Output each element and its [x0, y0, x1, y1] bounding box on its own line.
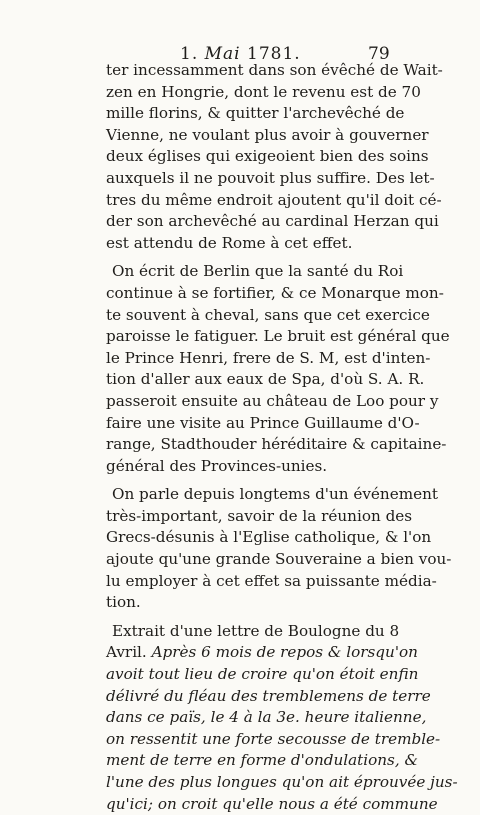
text-line: zen en Hongrie, dont le revenu est de 70	[106, 82, 421, 101]
text-line: deux églises qui exigeoient bien des soins	[106, 147, 429, 166]
text-line: paroisse le fatiguer. Le bruit est général que	[106, 327, 450, 346]
text-line: tion.	[106, 593, 141, 612]
page-number: 79	[368, 44, 390, 64]
text-line: ment de terre en forme d'ondulations, &	[106, 751, 418, 770]
header-day: 1.	[180, 44, 199, 64]
text-line: te souvent à cheval, sans que cet exercice	[106, 305, 430, 324]
text-line: avoit tout lieu de croire qu'on étoit enfin	[106, 665, 419, 684]
header-month: Mai	[204, 44, 241, 64]
text-line: tres du même endroit ajoutent qu'il doit cé-	[106, 190, 442, 209]
text-line: faire une visite au Prince Guillaume d'O-	[106, 413, 420, 432]
text-line: Extrait d'une lettre de Boulogne du 8	[112, 621, 400, 640]
header-year: 1781.	[247, 44, 301, 64]
text-line: continue à se fortifier, & ce Monarque mon-	[106, 283, 444, 302]
paragraph-2	[106, 261, 450, 477]
text-line: qu'ici; on croit qu'elle nous a été commune	[106, 794, 438, 813]
text-line: passeroit ensuite au château de Loo pour y	[106, 391, 439, 410]
text-line: dans ce païs, le 4 à la 3e. heure italienne,	[106, 708, 427, 727]
paragraph-1	[106, 60, 443, 254]
text-line: on ressentit une forte secousse de tremble-	[106, 729, 441, 748]
text-line: mille florins, & quitter l'archevêché de	[106, 104, 405, 123]
text-line: On parle depuis longtems d'un événement	[112, 485, 438, 504]
text-line: der son archevêché au cardinal Herzan qui	[106, 212, 439, 231]
text-line: Vienne, ne voulant plus avoir à gouverner	[106, 125, 429, 144]
paragraph-4	[106, 621, 458, 815]
text-line: ter incessamment dans son évêché de Wait-	[106, 61, 443, 79]
text-line	[106, 642, 418, 664]
paragraph-3	[106, 484, 452, 614]
text-line: lu employer à cet effet sa puissante média-	[106, 571, 437, 590]
text-line: auxquels il ne pouvoit plus suffire. Des let-	[106, 168, 435, 187]
text-line: ajoute qu'une grande Souveraine a bien vou-	[106, 550, 452, 569]
text-line: le Prince Henri, frere de S. M, est d'inten-	[106, 348, 431, 367]
text-line: On écrit de Berlin que la santé du Roi	[112, 262, 404, 281]
text-line: très-important, savoir de la réunion des	[106, 506, 413, 525]
text-line: est attendu de Rome à cet effet.	[106, 233, 353, 252]
text-line: range, Stadthouder héréditaire & capitaine-	[106, 435, 447, 454]
text-line: tion d'aller aux eaux de Spa, d'où S. A. R.	[106, 370, 425, 389]
italic-text: Après 6 mois de repos & lorsqu'on	[151, 643, 418, 662]
date-text: Avril.	[106, 643, 147, 662]
text-line: délivré du fléau des tremblemens de terre	[106, 686, 431, 705]
body-text	[106, 60, 458, 815]
text-line: l'une des plus longues qu'on ait éprouvée jus-	[106, 773, 458, 791]
text-line: Grecs-désunis à l'Eglise catholique, & l'on	[106, 528, 432, 547]
text-line: général des Provinces-unies.	[106, 456, 328, 475]
